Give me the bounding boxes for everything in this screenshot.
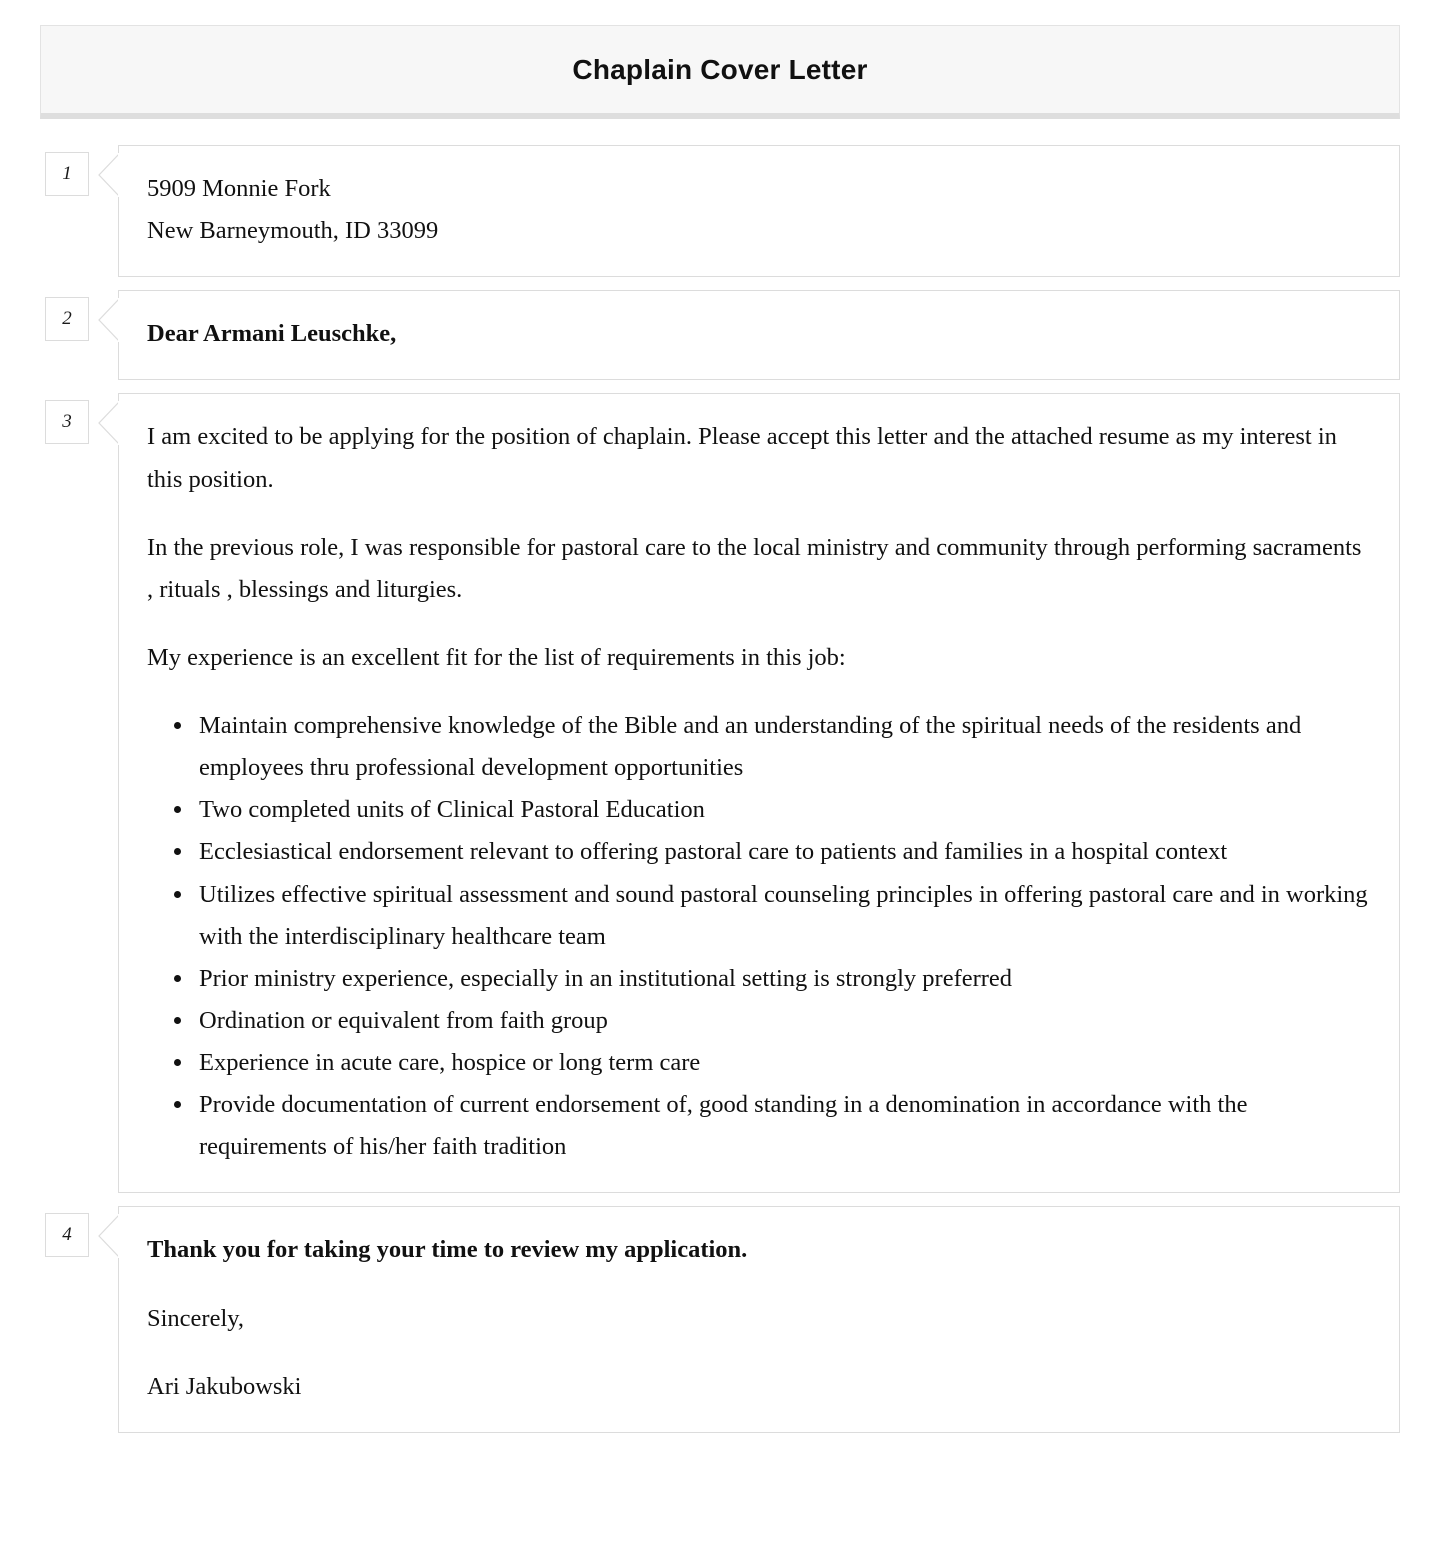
salutation-panel [118, 290, 1400, 380]
annotated-blocks [0, 145, 1440, 1433]
document-page [0, 25, 1440, 1562]
callout-chevron-icon [98, 153, 120, 197]
requirements-list [147, 705, 1371, 1168]
list-item: • Ecclesiastical endorsement relevant to offering pastoral care to patients and families in a hospital context [195, 831, 1371, 873]
callout-chevron-icon [98, 401, 120, 445]
body-paragraph-2: In the previous role, I was responsible for pastoral care to the local ministry and community through performing sacraments , rituals , blessings and liturgies. [147, 533, 1362, 603]
body-paragraph-3: My experience is an excellent fit for the list of requirements in this job: [147, 643, 846, 671]
salutation-text: Dear Armani Leuschke, [147, 320, 397, 348]
list-item: • Ordination or equivalent from faith group [195, 1000, 1371, 1042]
callout-chevron-icon [98, 298, 120, 342]
list-item: • Provide documentation of current endorsement of, good standing in a denomination in accordance with the requirements of his/her faith tradition [195, 1084, 1371, 1168]
list-item: • Experience in acute care, hospice or long term care [195, 1042, 1371, 1084]
body-paragraph-1: I am excited to be applying for the position of chaplain. Please accept this letter and the attached resume as my interest in this position. [147, 423, 1337, 493]
address-line-1: 5909 Monnie Fork [147, 175, 331, 202]
block-number-marker: 2 [45, 297, 89, 341]
list-item: • Maintain comprehensive knowledge of the Bible and an understanding of the spiritual needs of the residents and employees thru professional development opportunities [195, 705, 1371, 789]
page-title: Chaplain Cover Letter [572, 53, 868, 85]
block-number-marker: 1 [45, 152, 89, 196]
closing-panel [118, 1206, 1400, 1432]
list-item: • Prior ministry experience, especially in an institutional setting is strongly preferred [195, 958, 1371, 1000]
body-block [40, 393, 1400, 1193]
block-number-marker: 3 [45, 400, 89, 444]
thank-you-text: Thank you for taking your time to review my application. [147, 1236, 748, 1264]
block-number-marker: 4 [45, 1213, 89, 1257]
address-block [40, 145, 1400, 277]
callout-chevron-icon [98, 1214, 120, 1258]
closing-block [40, 1206, 1400, 1432]
address-panel [118, 145, 1400, 277]
list-item: • Utilizes effective spiritual assessment and sound pastoral counseling principles in offering pastoral care and in working with the interdisciplinary healthcare team [195, 874, 1371, 958]
salutation-block [40, 290, 1400, 380]
list-item: • Two completed units of Clinical Pastoral Education [195, 789, 1371, 831]
address-line-2: New Barneymouth, ID 33099 [147, 217, 439, 245]
body-panel [118, 393, 1400, 1193]
document-header [40, 25, 1400, 119]
signature-name: Ari Jakubowski [147, 1372, 302, 1400]
signoff-text: Sincerely, [147, 1304, 245, 1332]
